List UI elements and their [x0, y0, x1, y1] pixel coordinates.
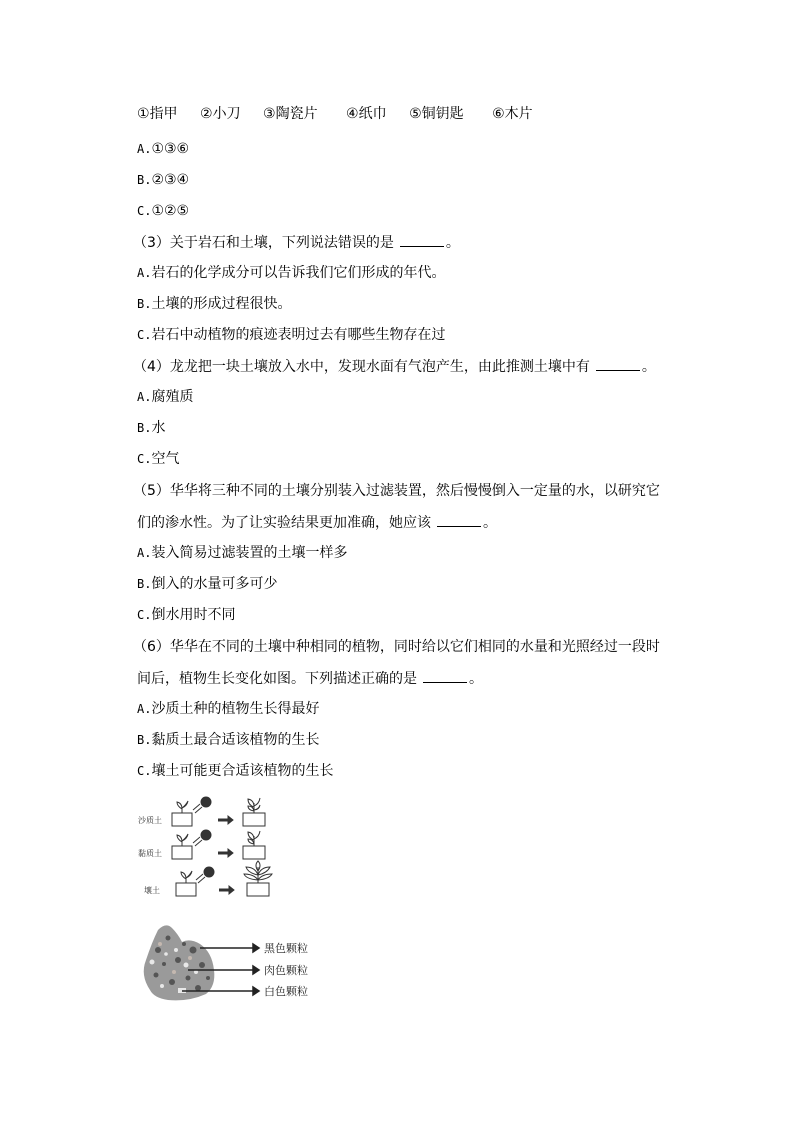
option-letter: C.: [137, 764, 152, 778]
q4-option-b[interactable]: [137, 418, 165, 438]
option-letter: B.: [137, 173, 152, 187]
row-clay: [138, 830, 265, 859]
q6-option-c[interactable]: [137, 761, 333, 781]
plant-growth-figure: [138, 795, 278, 905]
q3-option-b[interactable]: [137, 294, 291, 314]
q4-option-c[interactable]: [137, 449, 179, 469]
option-letter: B.: [137, 733, 152, 747]
row-loam: [144, 861, 272, 896]
q2-option-a[interactable]: [137, 139, 189, 159]
option-letter: B.: [137, 297, 152, 311]
answer-blank[interactable]: [400, 232, 444, 247]
material-item: ①指甲: [137, 106, 178, 122]
q2-option-c[interactable]: [137, 201, 189, 221]
q6-stem-line1: （6）华华在不同的土壤中种相同的植物，同时给以它们相同的水量和光照经过一段时: [133, 639, 660, 655]
q4-stem: [133, 356, 656, 377]
q5-stem-line1: （5）华华将三种不同的土壤分别装入过滤装置，然后慢慢倒入一定量的水，以研究它: [133, 483, 660, 499]
material-item: ④纸巾: [346, 106, 387, 122]
q5-option-b[interactable]: [137, 574, 277, 594]
question-end: 。: [641, 359, 656, 375]
q4-option-a[interactable]: [137, 387, 193, 407]
question-end: 。: [483, 515, 497, 531]
q3-stem: [133, 232, 460, 253]
question-text: 们的渗水性。为了让实验结果更加准确，她应该: [137, 515, 431, 531]
answer-blank[interactable]: [596, 356, 640, 371]
question-text: 间后，植物生长变化如图。下列描述正确的是: [137, 671, 417, 687]
option-letter: A.: [137, 142, 152, 156]
label-black-particles: 黑色颗粒: [264, 942, 308, 955]
materials-list: [137, 104, 551, 124]
q6-option-a[interactable]: [137, 699, 319, 719]
q5-option-a[interactable]: [137, 543, 347, 563]
option-text: 装入简易过滤装置的土壤一样多: [151, 545, 348, 561]
question-end: 。: [469, 671, 483, 687]
material-item: ③陶瓷片: [263, 106, 318, 122]
q6-stem-line2: [137, 668, 483, 689]
material-item: ⑥木片: [492, 106, 533, 122]
q3-option-c[interactable]: [137, 325, 445, 345]
row-label: 黏质土: [138, 849, 162, 858]
row-sandy: [138, 797, 265, 826]
option-text: 倒入的水量可多可少: [151, 576, 278, 592]
option-text: ①②⑤: [151, 203, 190, 219]
material-item: ②小刀: [200, 106, 241, 122]
question-text: （4）龙龙把一块土壤放入水中，发现水面有气泡产生，由此推测土壤中有: [133, 359, 590, 375]
option-text: 黏质土最合适该植物的生长: [151, 732, 320, 748]
question-end: 。: [445, 235, 460, 251]
option-letter: A.: [137, 546, 152, 560]
answer-blank[interactable]: [423, 668, 467, 683]
option-letter: C.: [137, 608, 152, 622]
option-letter: B.: [137, 577, 152, 591]
option-text: 壤土可能更合适该植物的生长: [151, 763, 334, 779]
q6-option-b[interactable]: [137, 730, 319, 750]
q2-option-b[interactable]: [137, 170, 189, 190]
option-letter: B.: [137, 421, 152, 435]
option-text: 空气: [151, 451, 180, 467]
option-letter: C.: [137, 452, 152, 466]
material-item: ⑤铜钥匙: [409, 106, 464, 122]
option-letter: A.: [137, 702, 152, 716]
option-letter: A.: [137, 390, 152, 404]
rock-particles-figure: [138, 920, 318, 1008]
label-white-particles: 白色颗粒: [264, 985, 308, 998]
q5-option-c[interactable]: [137, 605, 235, 625]
option-letter: C.: [137, 204, 152, 218]
option-text: ①③⑥: [151, 141, 190, 157]
option-text: ②③④: [151, 172, 190, 188]
option-text: 水: [151, 420, 166, 436]
row-label: 壤土: [144, 886, 160, 895]
option-text: 岩石中动植物的痕迹表明过去有哪些生物存在过: [151, 327, 446, 343]
option-text: 倒水用时不同: [151, 607, 236, 623]
option-text: 土壤的形成过程很快。: [151, 296, 292, 312]
option-text: 腐殖质: [151, 389, 194, 405]
q3-option-a[interactable]: [137, 263, 445, 283]
row-label: 沙质土: [138, 816, 162, 825]
option-letter: A.: [137, 266, 152, 280]
option-text: 岩石的化学成分可以告诉我们它们形成的年代。: [151, 265, 446, 281]
label-flesh-particles: 肉色颗粒: [264, 964, 308, 977]
option-letter: C.: [137, 328, 152, 342]
rock-icon: [144, 925, 215, 1000]
q5-stem-line2: [137, 512, 497, 533]
answer-blank[interactable]: [437, 512, 481, 527]
option-text: 沙质土种的植物生长得最好: [151, 701, 320, 717]
question-text: （3）关于岩石和土壤，下列说法错误的是: [133, 235, 394, 251]
